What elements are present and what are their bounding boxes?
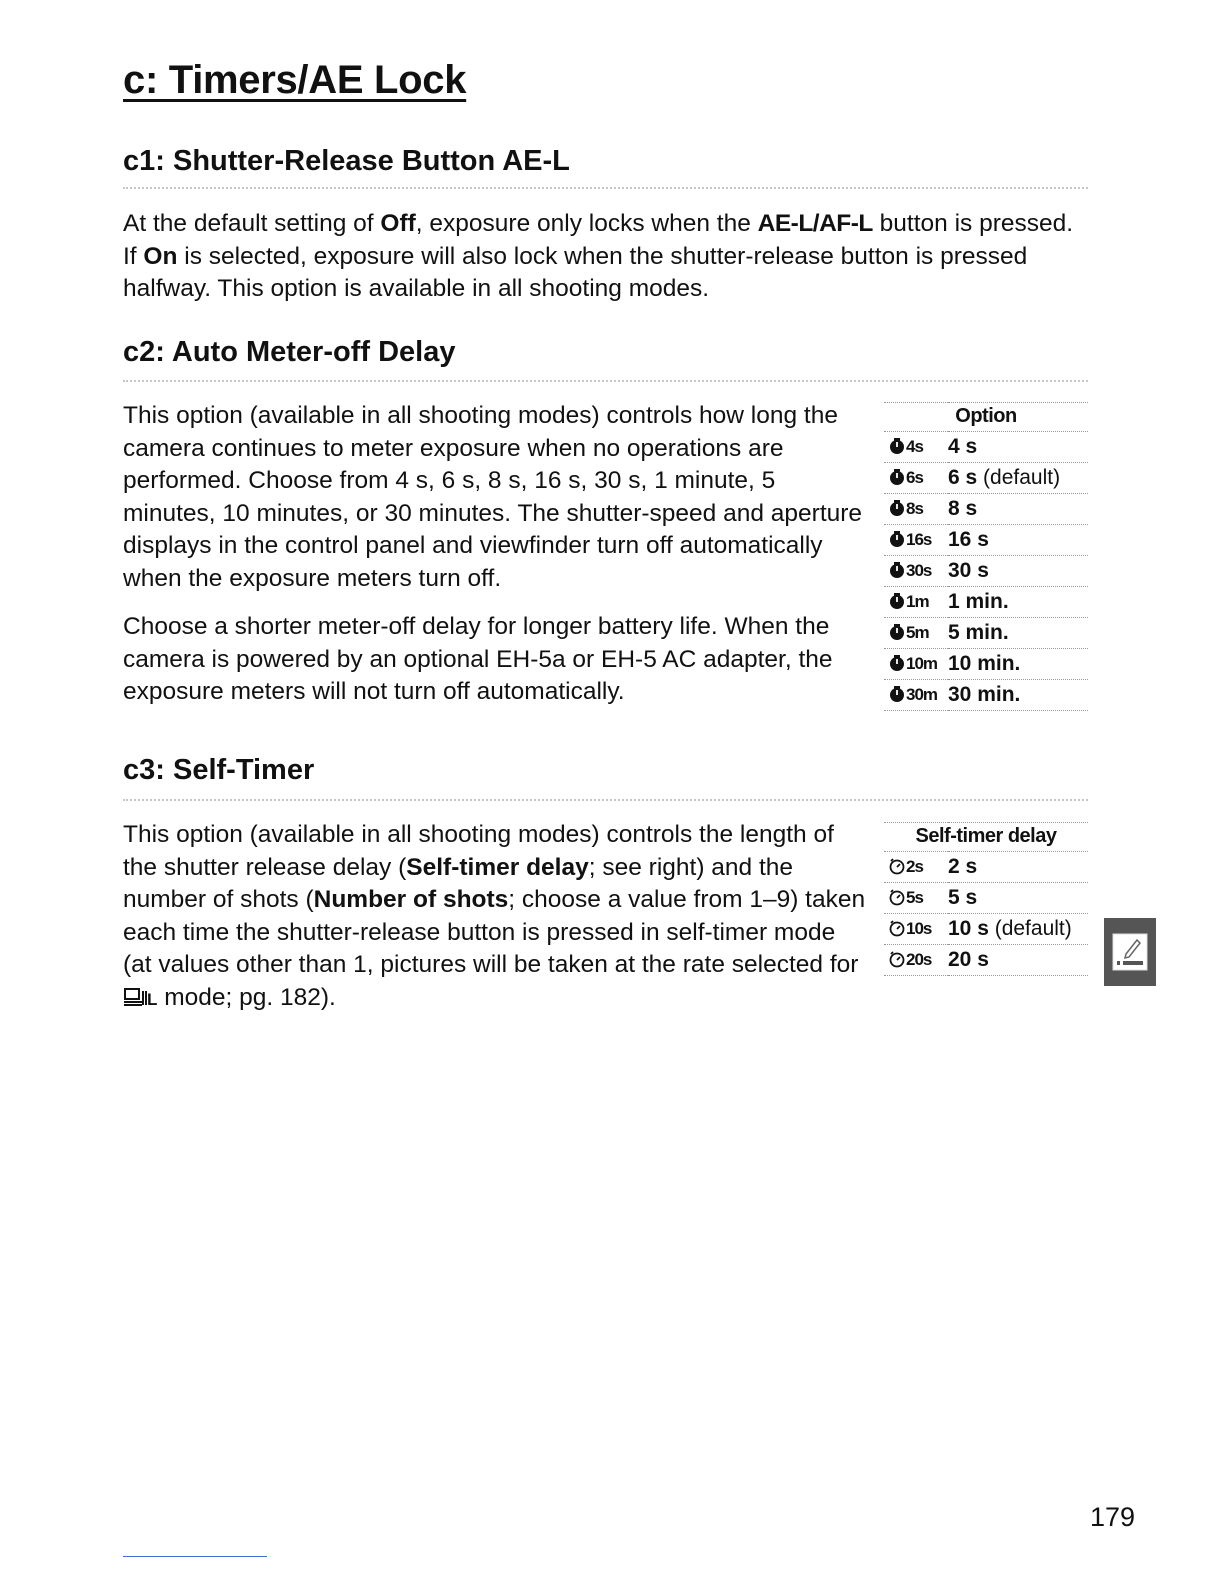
continuous-low-icon: [123, 987, 147, 1007]
meter-off-option-icon: [884, 649, 948, 680]
meter-off-option-icon: [884, 525, 948, 556]
meter-off-option-icon: [884, 494, 948, 525]
meter-off-option-icon: [884, 556, 948, 587]
self-timer-option-value-text: 2 s: [948, 855, 978, 878]
page-title: c: Timers/AE Lock: [123, 58, 467, 102]
c3-text: This option (available in all shooting modes) controls the length of the shutter release delay (: [123, 821, 834, 881]
meter-off-option-value: [948, 494, 1088, 525]
c1-divider: [123, 187, 1088, 189]
c1-paragraph: [123, 208, 1093, 306]
c2-divider: [123, 380, 1088, 382]
self-timer-delay-term: Self-timer delay: [406, 853, 589, 881]
meter-off-option-row: [884, 556, 1088, 587]
meter-off-option-icon: [884, 680, 948, 711]
c3-options-table: [884, 822, 1088, 976]
meter-off-option-value-text: 5 min.: [948, 621, 1009, 644]
meter-off-option-icon-label: 6s: [906, 468, 923, 487]
meter-off-icon: [888, 654, 906, 672]
self-timer-option-icon-label: 5s: [906, 888, 923, 907]
meter-off-option-value: [948, 556, 1088, 587]
self-timer-icon: [888, 919, 906, 937]
c3-divider: [123, 799, 1088, 801]
meter-off-option-icon-label: 30s: [906, 561, 932, 580]
self-timer-option-icon: [884, 914, 948, 945]
self-timer-icon: [888, 888, 906, 906]
self-timer-option-icon: [884, 945, 948, 976]
meter-off-icon: [888, 468, 906, 486]
c3-table-header: Self-timer delay: [884, 823, 1088, 852]
c1-heading: c1: Shutter-Release Button AE-L: [123, 145, 570, 177]
meter-off-option-value: [948, 587, 1088, 618]
self-timer-option-row: [884, 883, 1088, 914]
c1-text: button is pressed.: [872, 210, 1074, 237]
meter-off-option-row: [884, 618, 1088, 649]
self-timer-option-value: [948, 914, 1088, 945]
meter-off-icon: [888, 685, 906, 703]
self-timer-option-icon: [884, 883, 948, 914]
self-timer-option-row: [884, 914, 1088, 945]
meter-off-option-row: [884, 432, 1088, 463]
meter-off-icon: [888, 530, 906, 548]
meter-off-option-value-text: 4 s: [948, 435, 978, 458]
footer-rule: [123, 1556, 267, 1557]
meter-off-option-icon-label: 8s: [906, 499, 923, 518]
c1-on-term: On: [143, 242, 178, 270]
self-timer-option-row: [884, 945, 1088, 976]
number-of-shots-term: Number of shots: [313, 886, 509, 913]
meter-off-option-value: [948, 463, 1088, 494]
self-timer-option-value: [948, 883, 1088, 914]
meter-off-option-row: [884, 463, 1088, 494]
c3-text: mode; pg. 182).: [157, 983, 336, 1011]
meter-off-icon: [888, 499, 906, 517]
meter-off-option-value-text: 30 s: [948, 559, 989, 582]
meter-off-option-value: [948, 649, 1088, 680]
meter-off-icon: [888, 623, 906, 641]
c2-table-header: Option: [884, 403, 1088, 432]
meter-off-option-row: [884, 525, 1088, 556]
meter-off-option-row: [884, 680, 1088, 711]
meter-off-option-icon-label: 16s: [906, 530, 932, 549]
meter-off-option-icon: [884, 618, 948, 649]
self-timer-option-value-text: 20 s: [948, 948, 989, 971]
c2-options-table: [884, 402, 1088, 711]
c3-text: ; see right) and the number of shots (: [123, 853, 794, 913]
self-timer-option-row: [884, 852, 1088, 883]
meter-off-option-row: [884, 587, 1088, 618]
meter-off-option-value: [948, 680, 1088, 711]
self-timer-icon: [888, 950, 906, 968]
self-timer-option-value-text: 10 s: [948, 917, 989, 940]
custom-settings-tab: [1104, 918, 1156, 986]
meter-off-icon: [888, 592, 906, 610]
meter-off-option-default-note: (default): [977, 466, 1061, 489]
c2-paragraph-1: This option (available in all shooting modes) controls how long the camera continues to meter exposure when no operations are performed. Choose from 4 s, 6 s, 8 s, 16 s, 30 s, 1 minute, 5 minutes, 10 minutes, or 30 minutes. The shutter-speed and aperture displays in the control panel and viewfinder turn off automatically when the exposure meters turn off.: [123, 402, 863, 592]
c3-text: ; choose a value from 1–9) taken each time the shutter-release button is pressed in self-timer mode (at values other than 1, pictures will be taken at the rate selected for: [123, 886, 866, 978]
c1-text: If: [123, 242, 144, 270]
meter-off-option-value-text: 6 s: [948, 466, 978, 489]
meter-off-option-value: [948, 525, 1088, 556]
self-timer-option-icon-label: 20s: [906, 950, 932, 969]
continuous-low-mode-letter: L: [147, 989, 158, 1009]
self-timer-option-icon-label: 10s: [906, 919, 932, 938]
meter-off-icon: [888, 437, 906, 455]
c1-off-term: Off: [380, 210, 416, 237]
meter-off-option-icon-label: 1m: [906, 592, 929, 611]
meter-off-option-value-text: 30 min.: [948, 683, 1021, 706]
c1-text: , exposure only locks when the: [415, 210, 758, 237]
c2-heading: c2: Auto Meter-off Delay: [123, 336, 456, 368]
pencil-menu-icon: [1104, 918, 1156, 986]
self-timer-option-default-note: (default): [988, 917, 1072, 940]
self-timer-option-value: [948, 945, 1088, 976]
page-number: 179: [1090, 1502, 1136, 1532]
meter-off-option-icon-label: 30m: [906, 685, 938, 704]
meter-off-option-icon-label: 4s: [906, 437, 923, 456]
c1-text: At the default setting of: [123, 210, 381, 237]
c1-text: is selected, exposure will also lock when the shutter-release button is pressed halfway. This option is available in all shooting modes.: [123, 242, 1028, 302]
c3-paragraph: [123, 819, 868, 1016]
meter-off-option-value: [948, 432, 1088, 463]
self-timer-option-icon: [884, 852, 948, 883]
meter-off-option-icon: [884, 463, 948, 494]
meter-off-option-row: [884, 494, 1088, 525]
self-timer-icon: [888, 857, 906, 875]
meter-off-option-icon-label: 10m: [906, 654, 938, 673]
meter-off-option-value-text: 16 s: [948, 528, 989, 551]
ae-l-af-l-button-label: AE-L/AF-L: [757, 210, 873, 237]
meter-off-option-value-text: 8 s: [948, 497, 978, 520]
meter-off-option-icon-label: 5m: [906, 623, 929, 642]
self-timer-option-value: [948, 852, 1088, 883]
meter-off-option-row: [884, 649, 1088, 680]
c3-heading: c3: Self-Timer: [123, 754, 315, 786]
self-timer-option-icon-label: 2s: [906, 857, 923, 876]
c2-paragraph-2: Choose a shorter meter-off delay for longer battery life. When the camera is powered by an optional EH-5a or EH-5 AC adapter, the exposure meters will not turn off automatically.: [123, 613, 833, 705]
meter-off-option-value-text: 10 min.: [948, 652, 1021, 675]
meter-off-option-icon: [884, 432, 948, 463]
meter-off-option-icon: [884, 587, 948, 618]
meter-off-icon: [888, 561, 906, 579]
self-timer-option-value-text: 5 s: [948, 886, 978, 909]
meter-off-option-value-text: 1 min.: [948, 590, 1009, 613]
meter-off-option-value: [948, 618, 1088, 649]
